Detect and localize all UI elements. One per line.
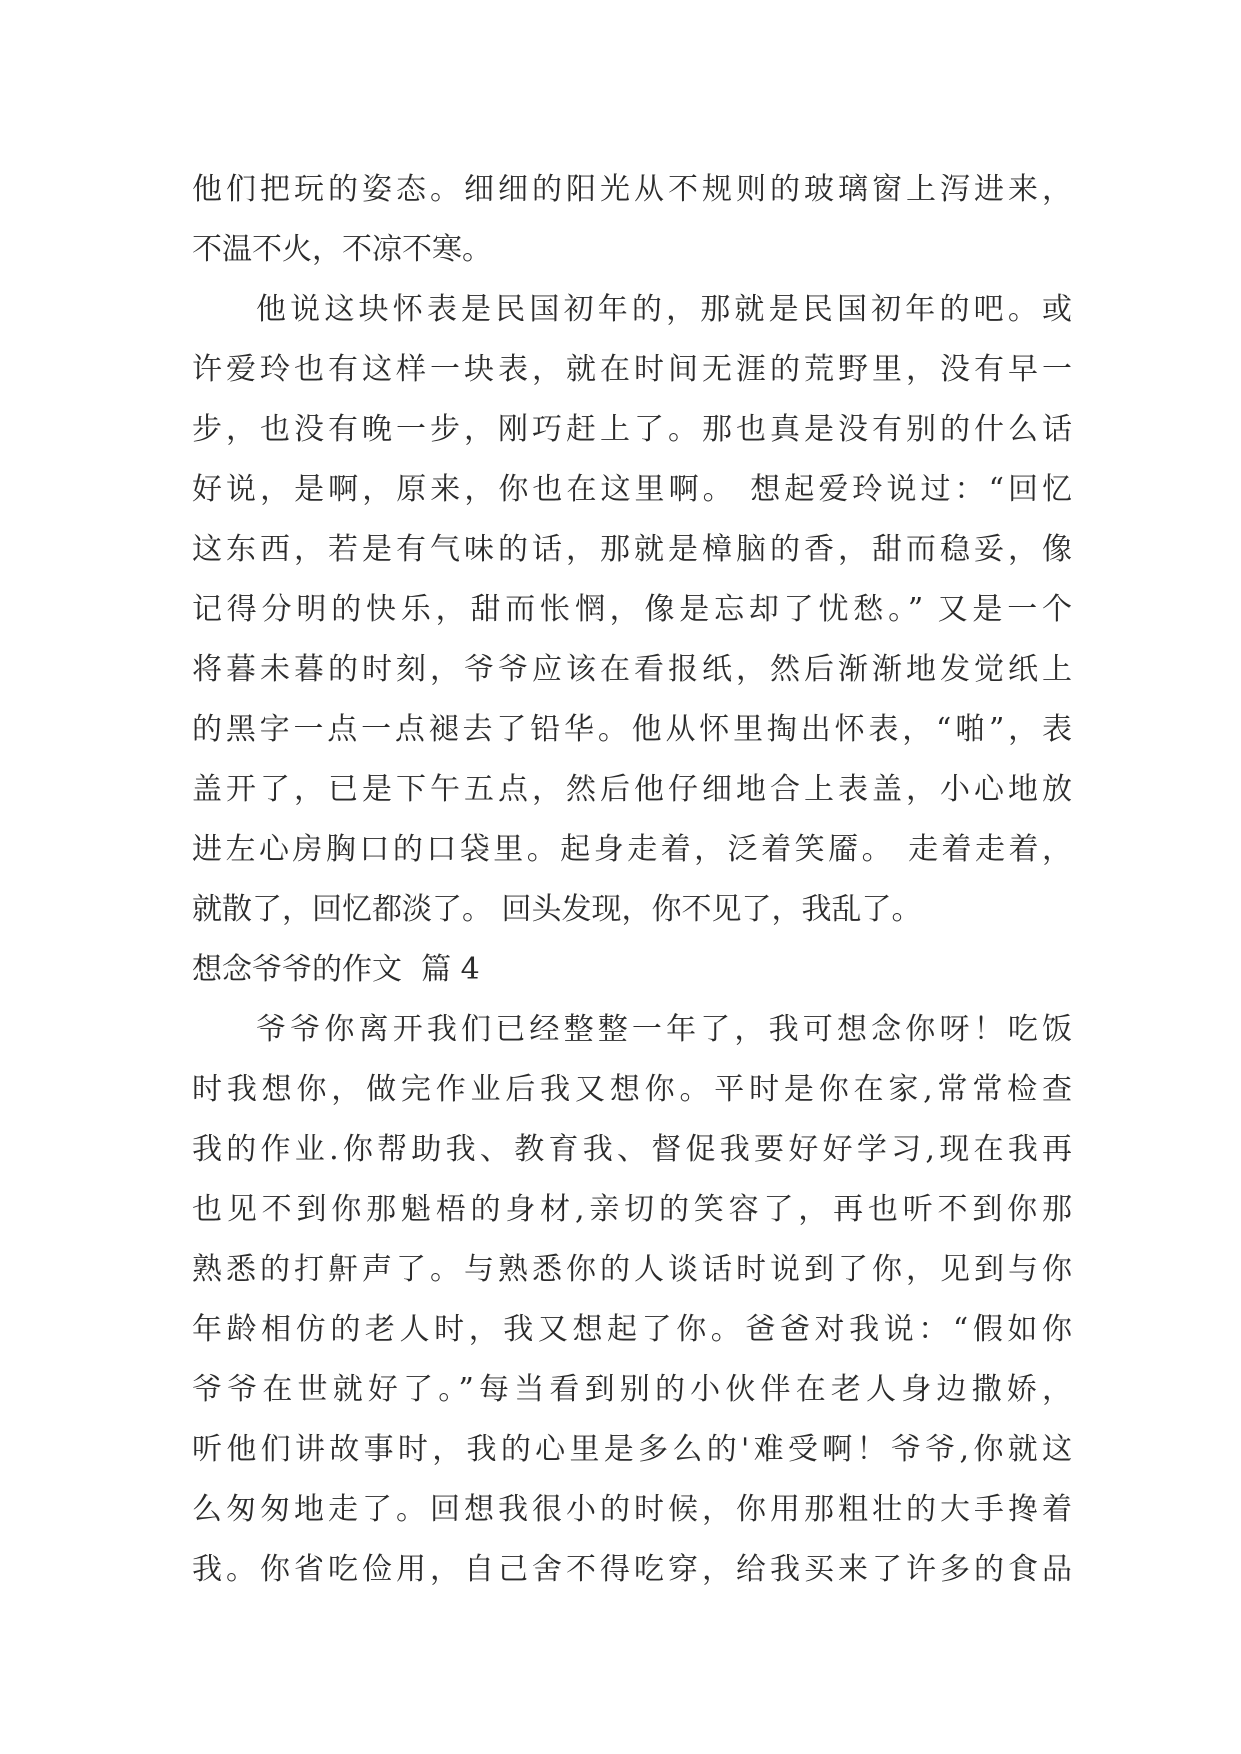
text-line: 进左心房胸口的口袋里。起身走着，泛着笑靥。 走着走着， bbox=[192, 832, 1072, 867]
text-line: 不温不火，不凉不寒。 bbox=[192, 232, 492, 267]
text-line: 将暮未暮的时刻，爷爷应该在看报纸，然后渐渐地发觉纸上 bbox=[192, 652, 1072, 687]
text-line: 就散了，回忆都淡了。 回头发现，你不见了，我乱了。 bbox=[192, 892, 922, 927]
text-line: 熟悉的打鼾声了。与熟悉你的人谈话时说到了你，见到与你 bbox=[192, 1252, 1072, 1287]
text-line: 盖开了，已是下午五点，然后他仔细地合上表盖，小心地放 bbox=[192, 772, 1072, 807]
essay-text bbox=[192, 160, 1072, 1600]
paragraph-1 bbox=[192, 160, 1072, 280]
text-line: 么匆匆地走了。回想我很小的时候，你用那粗壮的大手搀着 bbox=[192, 1492, 1072, 1527]
paragraph-2 bbox=[192, 280, 1072, 940]
text-line: 爷爷在世就好了。”每当看到别的小伙伴在老人身边撒娇， bbox=[192, 1372, 1072, 1407]
text-line: 他们把玩的姿态。细细的阳光从不规则的玻璃窗上泻进来， bbox=[192, 172, 1072, 207]
text-line: 我。你省吃俭用，自己舍不得吃穿，给我买来了许多的食品 bbox=[192, 1552, 1072, 1587]
text-line: 记得分明的快乐，甜而怅惘，像是忘却了忧愁。” 又是一个 bbox=[192, 592, 1072, 627]
text-line: 也见不到你那魁梧的身材,亲切的笑容了，再也听不到你那 bbox=[192, 1192, 1072, 1227]
text-line: 听他们讲故事时，我的心里是多么的'难受啊！爷爷,你就这 bbox=[192, 1432, 1072, 1467]
text-line: 这东西，若是有气味的话，那就是樟脑的香，甜而稳妥，像 bbox=[192, 532, 1072, 567]
text-line: 时我想你，做完作业后我又想你。平时是你在家,常常检查 bbox=[192, 1072, 1072, 1107]
text-line: 他说这块怀表是民国初年的，那就是民国初年的吧。或 bbox=[256, 292, 1072, 327]
text-line: 爷爷你离开我们已经整整一年了，我可想念你呀！吃饭 bbox=[256, 1012, 1072, 1047]
text-line: 的黑字一点一点褪去了铅华。他从怀里掏出怀表，“啪”，表 bbox=[192, 712, 1072, 747]
text-line: 我的作业.你帮助我、教育我、督促我要好好学习,现在我再 bbox=[192, 1132, 1072, 1167]
paragraph-3 bbox=[192, 1000, 1072, 1600]
text-line: 步，也没有晚一步，刚巧赶上了。那也真是没有别的什么话 bbox=[192, 412, 1072, 447]
text-line: 年龄相仿的老人时，我又想起了你。爸爸对我说：“假如你 bbox=[192, 1312, 1072, 1347]
section-heading: 想念爷爷的作文 篇 4 bbox=[192, 952, 480, 987]
text-line: 好说，是啊，原来，你也在这里啊。 想起爱玲说过：“回忆 bbox=[192, 472, 1072, 507]
text-line: 许爱玲也有这样一块表，就在时间无涯的荒野里，没有早一 bbox=[192, 352, 1072, 387]
